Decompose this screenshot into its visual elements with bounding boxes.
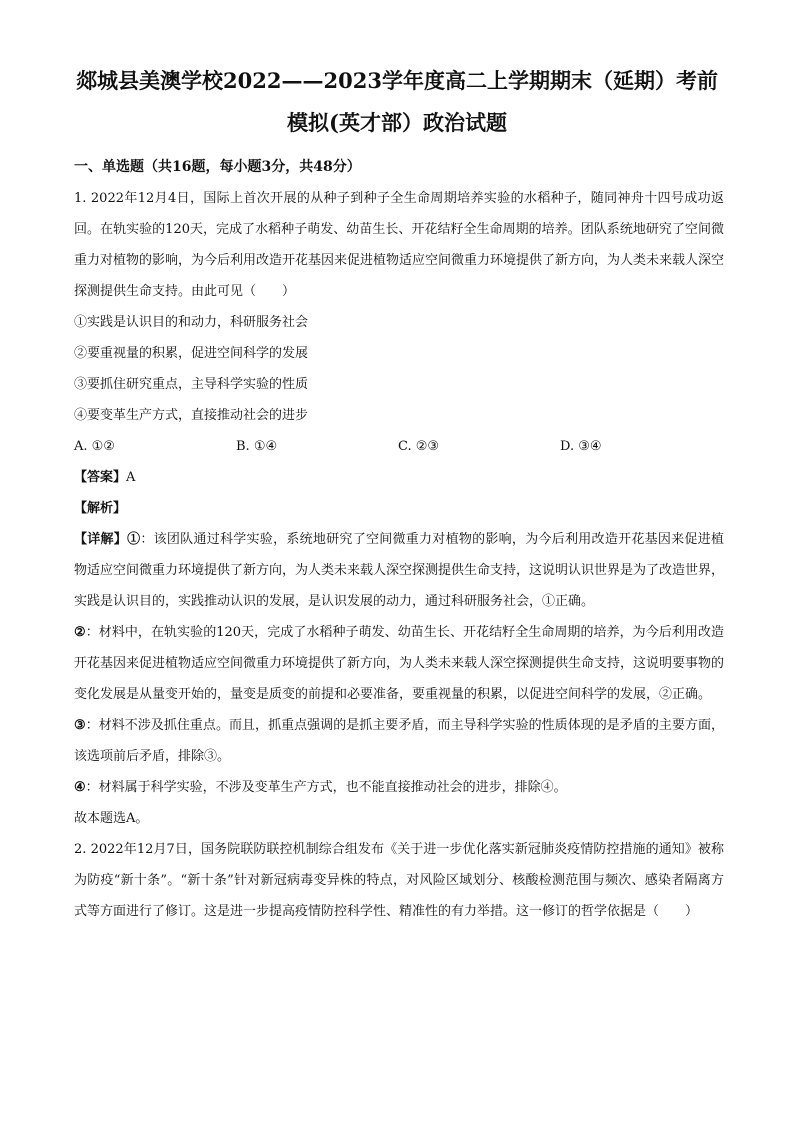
q1-statement-1: ①实践是认识目的和动力，科研服务社会 (74, 315, 309, 330)
q1-statement-3: ③要抓住研究重点，主导科学实验的性质 (74, 377, 309, 392)
q1-conclusion: 故本题选A。 (74, 811, 149, 826)
q1-options (74, 431, 724, 462)
q1-analysis-tag: 【解析】 (74, 501, 127, 516)
section-heading: 一、单选题（共16题，每小题3分，共48分） (74, 159, 361, 175)
q1-detail-3 (74, 710, 724, 772)
q1-detail-2 (74, 617, 724, 710)
question-body (74, 152, 724, 927)
q1-option-a: A. ①② (74, 439, 115, 454)
q1-option-b: B. ①④ (236, 439, 278, 454)
q1-detail-1 (74, 524, 724, 617)
detail-tag: 【详解】 (74, 532, 128, 547)
q1-option-c: C. ②③ (398, 439, 440, 454)
detail-1-text: ：该团队通过科学实验，系统地研究了空间微重力对植物的影响，为今后利用改造开花基因来促进植物适应空间微重力环境提供了新方向，为人类未来载人深空探测提供生命支持，这说明认识世界是为了改造世界，实践是认识目的，实践推动认识的发展，是认识发展的动力，通过科研服务社会，①正确。 (74, 532, 725, 609)
q1-option-d: D. ③④ (560, 439, 602, 454)
question-1-stem: 1. 2022年12月4日，国际上首次开展的从种子到种子全生命周期培养实验的水稻种子，随同神舟十四号成功返回。在轨实验的120天，完成了水稻种子萌发、幼苗生长、开花结籽全生命周期的培养。团队系统地研究了空间微重力对植物的影响，为今后利用改造开花基因来促进植物适应空间微重力环境提供了新方向，为人类未来载人深空探测提供生命支持。由此可见（ ） (74, 191, 725, 299)
answer-tag: 【答案】 (74, 470, 127, 485)
detail-3-mark: ③ (74, 718, 86, 733)
detail-2-mark: ② (74, 625, 86, 640)
q1-answer (74, 462, 724, 493)
q1-statement-2: ②要重视量的积累，促进空间科学的发展 (74, 346, 309, 361)
exam-title-line1: 郯城县美澳学校2022——2023学年度高二上学期期末（延期）考前 (76, 68, 718, 93)
detail-2-text: ：材料中，在轨实验的120天，完成了水稻种子萌发、幼苗生长、开花结籽全生命周期的培养，为今后利用改造开花基因来促进植物适应空间微重力环境提供了新方向，为人类未来载人深空探测提供生命支持，这说明要事物的变化发展是从量变开始的，量变是质变的前提和必要准备，要重视量的积累，以促进空间科学的发展，②正确。 (74, 625, 725, 702)
question-2-stem: 2. 2022年12月7日，国务院联防联控机制综合组发布《关于进一步优化落实新冠肺炎疫情防控措施的通知》被称为防疫“新十条”。“新十条”针对新冠病毒变异株的特点，对风险区域划分、核酸检测范围与频次、感染者隔离方式等方面进行了修订。这是进一步提高疫情防控科学性、精准性的有力举措。这一修订的哲学依据是（ ） (74, 842, 724, 919)
detail-3-text: ：材料不涉及抓住重点。而且，抓重点强调的是抓主要矛盾，而主导科学实验的性质体现的是矛盾的主要方面，该选项前后矛盾，排除③。 (74, 718, 724, 764)
detail-1-mark: ① (127, 532, 141, 547)
detail-4-mark: ④ (74, 780, 86, 795)
q1-statement-4: ④要变革生产方式，直接推动社会的进步 (74, 408, 309, 423)
detail-4-text: ：材料属于科学实验，不涉及变革生产方式，也不能直接推动社会的进步，排除④。 (85, 780, 567, 795)
exam-title-line2: 模拟(英才部）政治试题 (287, 110, 507, 135)
q1-detail-4 (74, 772, 724, 803)
answer-value: A (126, 470, 136, 485)
